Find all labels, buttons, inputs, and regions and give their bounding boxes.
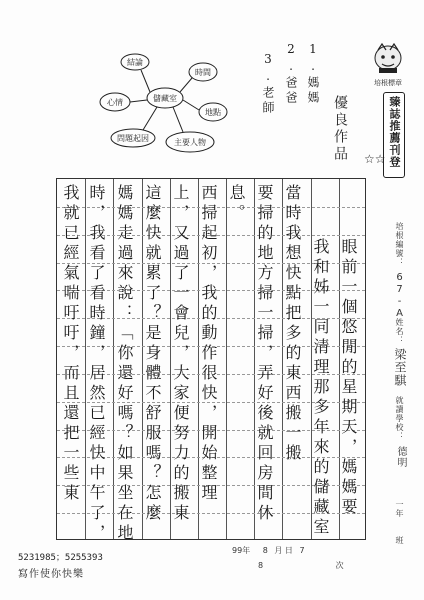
essay-column: 要掃的地方掃一掃，弄好後就回房間休 (255, 184, 274, 524)
student-name: 梁至騏 (393, 348, 407, 387)
essay-column: 眼前一個悠閒的星期天，媽媽要 (339, 238, 358, 518)
contact-phones: 5231985；5255393 (18, 553, 103, 563)
page-title: 優良作品 (332, 95, 348, 163)
submission-date (232, 545, 305, 556)
mind-map-node: 主要人物 (174, 138, 206, 147)
essay-column: 息。 (227, 184, 246, 224)
sequence-label: 次 (335, 561, 344, 570)
school-name: 德明 (395, 446, 406, 468)
student-id: 67-A (394, 272, 405, 320)
date-year: 99年 (232, 546, 251, 555)
student-id-label: 培根編號： (395, 222, 404, 267)
outline-line-1: 1.媽媽 (306, 42, 320, 106)
class-label: 班 (395, 536, 404, 545)
recommend-stamp: 臻誌推薦刊登 (383, 92, 405, 178)
date-label: 月 日 (274, 546, 293, 555)
mind-map-node: 結論 (127, 58, 143, 67)
essay-column: 上，又過了一會兒，大家便努力的搬東 (171, 184, 190, 524)
grade: 一年 (395, 500, 404, 518)
award-marks: ☆☆ (364, 152, 386, 166)
essay-column: 我就已經氣喘吁吁，而且還把一些東 (61, 184, 80, 504)
date-day: 7 (299, 546, 305, 555)
mascot-icon (370, 40, 406, 74)
logo-caption: 培根標章 (374, 79, 402, 87)
mind-map-node: 時間 (195, 68, 211, 77)
school-label: 就讀學校： (395, 396, 404, 441)
date-month: 8 (262, 546, 268, 555)
mind-map-center: 儲藏室 (153, 94, 177, 103)
mind-map-node: 問題起因 (117, 134, 149, 143)
student-name-label: 姓名： (395, 318, 404, 345)
essay-column: 我和姊一同清理那多年來的儲藏室 (311, 238, 330, 538)
outline-line-3: 3.老師 (261, 52, 275, 116)
essay-column: 媽媽走過來說：「你還好嗎？如果坐在地 (115, 184, 134, 544)
logo (370, 40, 406, 87)
mind-map-node: 地點 (205, 108, 221, 117)
slogan: 寫作使你快樂 (18, 569, 84, 580)
sequence-number: 8 (258, 561, 264, 570)
essay-column: 西掃起初，我的動作很快，開始整理 (199, 184, 218, 504)
outline-line-2: 2.爸爸 (284, 42, 298, 106)
sequence (258, 560, 344, 571)
essay-column: 這麼快就累了？是身體不舒服嗎？怎麼 (143, 184, 162, 524)
mind-map (95, 40, 240, 165)
essay-column: 時，我看了看時鐘，居然已經快中午了， (87, 184, 106, 544)
essay-column: 當時我想快點把多的東西搬一搬 (283, 184, 302, 464)
mind-map-node: 心情 (107, 98, 123, 107)
